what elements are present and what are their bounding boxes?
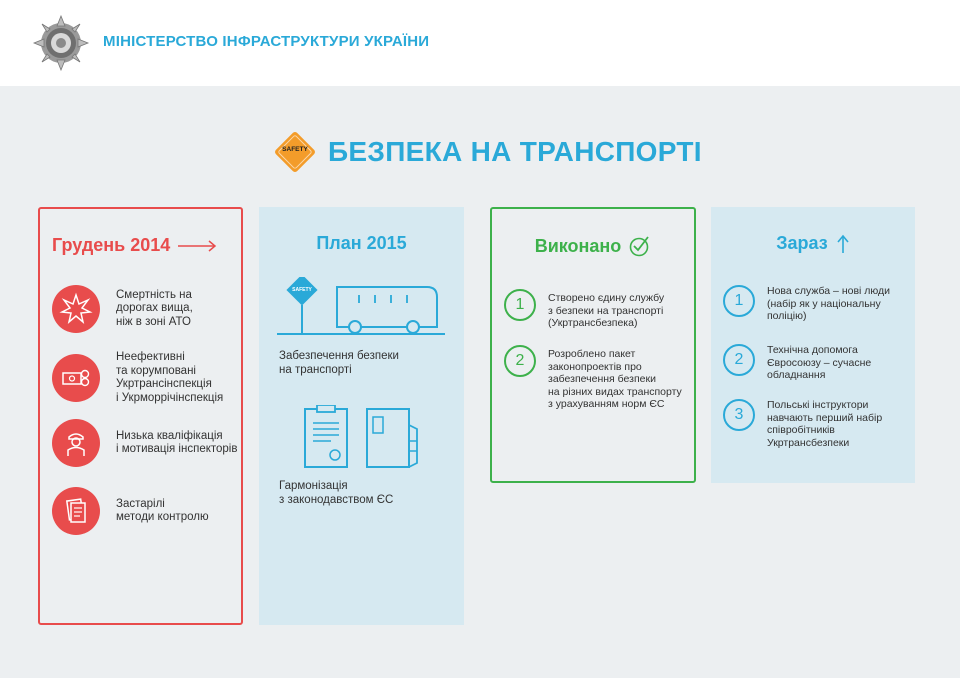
check-circle-icon	[629, 235, 651, 257]
item-text: Смертність на дорогах вища, ніж в зоні АТО	[116, 288, 193, 328]
list-item	[723, 285, 917, 323]
december-2014-card	[38, 207, 243, 625]
number-badge: 1	[723, 285, 755, 317]
item-text: Нова служба – нові люди (набір як у національну поліцію)	[767, 285, 891, 322]
done-heading	[492, 235, 694, 257]
now-heading-text: Зараз	[776, 233, 828, 253]
safety-sign-icon	[272, 129, 318, 175]
inspector-icon	[52, 419, 100, 467]
list-item	[723, 399, 917, 449]
item-text: Польські інструктори навчають перший набір співробітників Укртрансбезпеки	[767, 399, 883, 449]
legislation-documents-icon	[303, 405, 423, 469]
list-item	[504, 289, 698, 330]
number-badge: 3	[723, 399, 755, 431]
arrow-up-icon	[836, 234, 850, 254]
number-badge: 2	[504, 345, 536, 377]
plan-heading	[259, 233, 464, 254]
list-item	[52, 285, 244, 333]
number-badge: 1	[504, 289, 536, 321]
plan-heading-text: План 2015	[316, 233, 407, 253]
money-icon	[52, 354, 100, 402]
page-title	[272, 130, 702, 174]
item-text: Неефективні та корумповані Укртрансінспекція і Укрморрічінспекція	[116, 351, 224, 404]
number-badge: 2	[723, 344, 755, 376]
item-text: Застарілі методи контролю	[116, 497, 209, 523]
item-text: Гармонізація з законодавством ЄС	[279, 480, 394, 506]
december-heading-text: Грудень 2014	[52, 235, 171, 255]
now-heading	[711, 233, 915, 254]
safety-badge-text: SAFETY	[282, 146, 308, 153]
list-item	[504, 345, 698, 411]
plan-2015-card	[259, 207, 464, 625]
list-item	[723, 344, 917, 382]
item-text: Розроблено пакет законопроектів про забезпечення безпеки на різних видах транспорту з урахуванням норм ЄС	[548, 348, 682, 410]
now-card	[711, 207, 915, 483]
item-text: Забезпечення безпеки на транспорті	[279, 350, 399, 376]
main-title: БЕЗПЕКА НА ТРАНСПОРТІ	[328, 136, 702, 167]
item-text: Створено єдину службу з безпеки на транспорті (Укртрансбезпека)	[548, 292, 665, 329]
item-text: Низька кваліфікація і мотивація інспекторів	[116, 429, 238, 455]
ministry-name: МІНІСТЕРСТВО ІНФРАСТРУКТУРИ УКРАЇНИ	[103, 33, 430, 50]
done-card	[490, 207, 696, 483]
list-item	[52, 351, 244, 405]
crash-icon	[52, 285, 100, 333]
december-heading	[40, 235, 241, 256]
list-item	[52, 487, 244, 535]
safety-bus-icon	[277, 277, 447, 337]
documents-icon	[52, 487, 100, 535]
done-heading-text: Виконано	[534, 235, 622, 256]
header-bar	[0, 0, 960, 86]
list-item	[52, 419, 244, 467]
arrow-right-icon	[178, 240, 218, 252]
ministry-emblem-icon	[32, 14, 90, 72]
plan-sign-text: SAFETY	[292, 287, 312, 293]
item-text: Технічна допомога Євросоюзу – сучасне обладнання	[767, 344, 872, 381]
